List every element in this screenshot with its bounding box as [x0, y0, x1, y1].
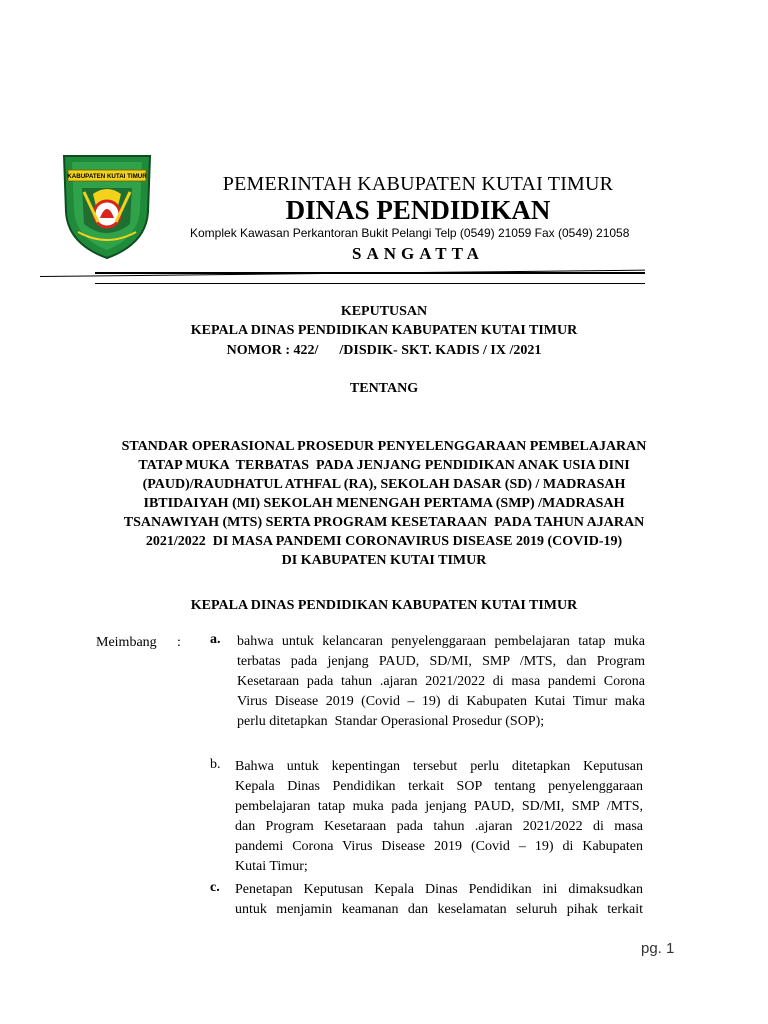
- paragraph-line: Kepala Dinas Pendidikan terkait SOP tentang penyelenggaraan: [235, 779, 643, 794]
- paragraph-line: dan Program Kesetaraan pada tahun .ajaran 2021/2022 di masa: [235, 819, 643, 834]
- decree-heading: KEPUTUSAN: [340, 304, 428, 319]
- decree-title-line: TATAP MUKA TERBATAS PADA JENJANG PENDIDIKAN ANAK USIA DINI: [138, 458, 630, 473]
- item-marker: b.: [210, 757, 221, 772]
- paragraph-line: pandemi Corona Virus Disease 2019 (Covid – 19) di Kabupaten: [235, 839, 643, 854]
- decree-about-label: TENTANG: [349, 381, 419, 396]
- letterhead-divider-thick: [95, 272, 645, 274]
- decree-title-line: STANDAR OPERASIONAL PROSEDUR PENYELENGGARAAN PEMBELAJARAN: [121, 439, 647, 454]
- item-marker: c.: [210, 880, 220, 895]
- consideration-item-a: [237, 632, 645, 732]
- government-name: PEMERINTAH KABUPATEN KUTAI TIMUR: [222, 173, 614, 195]
- paragraph-line: bahwa untuk kelancaran penyelenggaraan pembelajaran tatap muka: [237, 634, 645, 649]
- paragraph-line: untuk menjamin keamanan dan keselamatan seluruh pihak terkait: [235, 902, 643, 917]
- considering-label: Meimbang: [96, 635, 157, 650]
- decree-number: NOMOR : 422/ /DISDIK- SKT. KADIS / IX /2021: [226, 343, 542, 358]
- decree-title-line: IBTIDAIYAH (MI) SEKOLAH MENENGAH PERTAMA (SMP) /MADRASAH: [143, 496, 625, 511]
- authority-heading: KEPALA DINAS PENDIDIKAN KABUPATEN KUTAI TIMUR: [190, 598, 578, 613]
- decree-title: [92, 437, 676, 570]
- paragraph-line: terbatas pada jenjang PAUD, SD/MI, SMP /MTS, dan Program: [237, 654, 645, 669]
- agency-address: Komplek Kawasan Perkantoran Bukit Pelangi Telp (0549) 21059 Fax (0549) 21058: [190, 226, 630, 240]
- paragraph-line: Bahwa untuk kepentingan tersebut perlu ditetapkan Keputusan: [235, 759, 643, 774]
- paragraph-line: Kutai Timur;: [235, 859, 308, 874]
- consideration-item-c: [235, 880, 643, 920]
- letterhead-divider-thin: [95, 283, 645, 284]
- paragraph-line: Virus Disease 2019 (Covid – 19) di Kabupaten Kutai Timur maka: [237, 694, 645, 709]
- decree-title-line: 2021/2022 DI MASA PANDEMI CORONAVIRUS DISEASE 2019 (COVID-19): [145, 534, 623, 549]
- decree-issuer: KEPALA DINAS PENDIDIKAN KABUPATEN KUTAI TIMUR: [190, 323, 578, 338]
- paragraph-line: Kesetaraan pada tahun .ajaran 2021/2022 di masa pandemi Corona: [237, 674, 645, 689]
- paragraph-line: Penetapan Keputusan Kepala Dinas Pendidikan ini dimaksudkan: [235, 882, 643, 897]
- agency-name: DINAS PENDIDIKAN: [285, 195, 551, 225]
- considering-colon: :: [177, 635, 181, 650]
- paragraph-line: perlu ditetapkan Standar Operasional Prosedur (SOP);: [237, 714, 545, 729]
- paragraph-line: pembelajaran tatap muka pada jenjang PAUD, SD/MI, SMP /MTS,: [235, 799, 643, 814]
- page-number: pg. 1: [641, 940, 675, 957]
- agency-city: SANGATTA: [352, 244, 484, 263]
- decree-title-line: DI KABUPATEN KUTAI TIMUR: [281, 553, 487, 568]
- decree-title-line: (PAUD)/RAUDHATUL ATHFAL (RA), SEKOLAH DASAR (SD) / MADRASAH: [142, 477, 626, 492]
- emblem-banner-text: KABUPATEN KUTAI TIMUR: [67, 173, 147, 180]
- item-marker: a.: [210, 632, 221, 647]
- consideration-item-b: [235, 757, 643, 877]
- decree-title-line: TSANAWIYAH (MTS) SERTA PROGRAM KESETARAAN PADA TAHUN AJARAN: [123, 515, 645, 530]
